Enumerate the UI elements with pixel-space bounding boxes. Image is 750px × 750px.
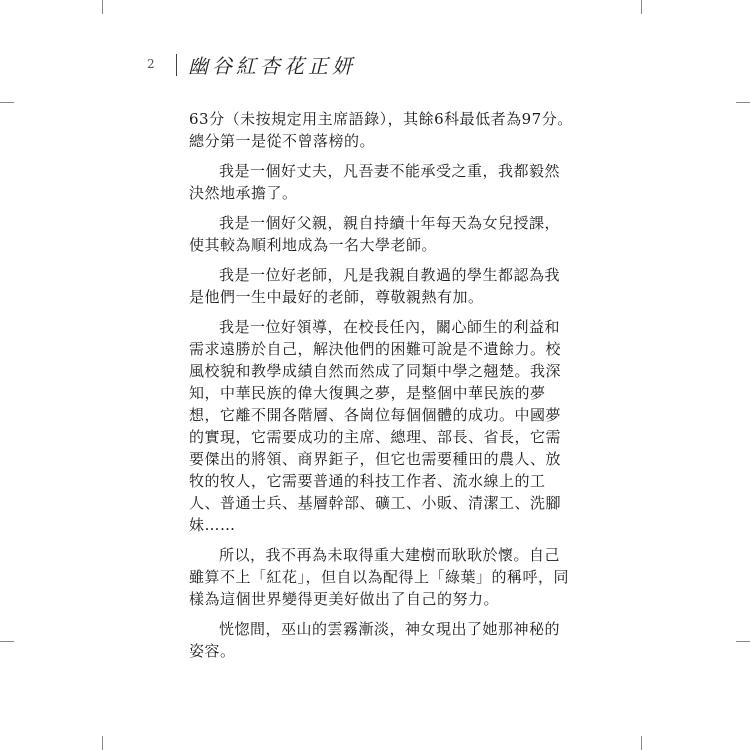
paragraph: 63分（未按規定用主席語錄），其餘6科最低者為97分。總分第一是從不曾落榜的。 [189,110,573,150]
crop-mark [0,102,14,103]
paragraph: 我是一位好領導，在校長任內，關心師生的利益和需求遠勝於自己，解決他們的困難可說是不遺餘力。校風校貌和教學成績自然而然成了同類中學之翹楚。我深知，中華民族的偉大復興之夢，是整個中華民族的夢想，它離不開各階層、各崗位每個個體的成功。中國夢的實現，它需要成功的主席、總理、部長、省長，它需要傑出的將領、商界鉅子，但它也需要種田的農人、放牧的牧人，它需要普通的科技工作者、流水線上的工人、普通士兵、基層幹部、礦工、小販、清潔工、洗腳妹…… [189,318,562,534]
crop-mark [736,641,750,642]
crop-mark [0,641,14,642]
body-text [189,108,575,670]
crop-mark [641,736,642,750]
page-number: 2 [147,57,155,71]
crop-mark [641,0,642,14]
crop-mark [736,102,750,103]
paragraph: 我是一個好丈夫，凡吾妻不能承受之重，我都毅然決然地承擔了。 [189,162,561,202]
running-head-title: 幽谷紅杏花正妍 [188,54,356,78]
crop-mark [102,0,103,14]
paragraph: 恍惚間，巫山的雲霧漸淡，神女現出了她那神秘的姿容。 [189,620,561,660]
paragraph: 所以，我不再為未取得重大建樹而耿耿於懷。自己雖算不上「紅花」，但自以為配得上「綠葉」的稱呼，同樣為這個世界變得更美好做出了自己的努力。 [189,546,570,608]
paragraph: 我是一個好父親，親自持續十年每天為女兒授課，使其較為順利地成為一名大學老師。 [189,214,561,254]
crop-mark [102,736,103,750]
header-divider [176,54,177,76]
paragraph: 我是一位好老師，凡是我親自教過的學生都認為我是他們一生中最好的老師，尊敬親熱有加。 [189,266,561,306]
